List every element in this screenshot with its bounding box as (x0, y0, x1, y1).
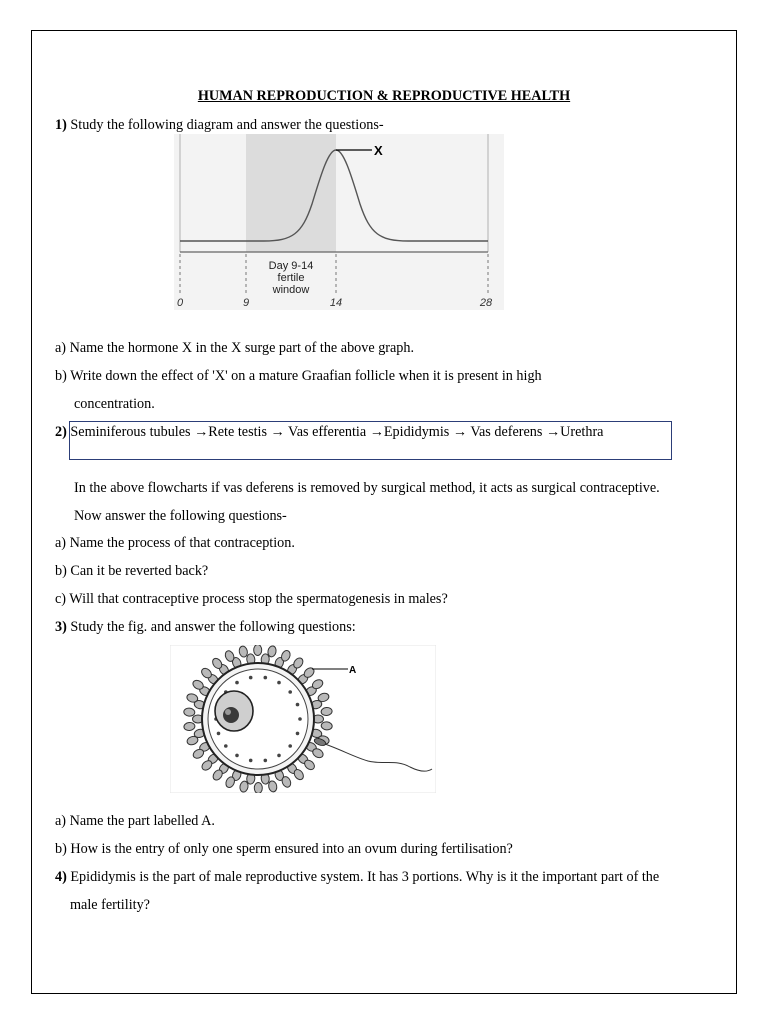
question-4-line1 (55, 868, 659, 886)
question-1b-line2: concentration. (74, 396, 155, 412)
question-2-intro1: In the above flowcharts if vas deferens is removed by surgical method, it acts as surgical contraceptive. (74, 480, 660, 496)
question-2-number: 2) (55, 424, 67, 440)
question-4-text: Epididymis is the part of male reproductive system. It has 3 portions. Why is it the important part of the (70, 869, 660, 885)
question-3-number: 3) (55, 619, 67, 635)
question-3-prompt (55, 618, 356, 636)
page-title: HUMAN REPRODUCTION & REPRODUCTIVE HEALTH (197, 88, 571, 104)
question-3-text: Study the fig. and answer the following questions: (70, 619, 356, 635)
label-a: A (349, 665, 357, 676)
question-2-intro2: Now answer the following questions- (74, 508, 287, 524)
question-2-flow (55, 423, 603, 441)
peak-label-x: X (374, 143, 383, 158)
tick-0: 0 (176, 297, 184, 309)
tick-28: 28 (479, 297, 493, 309)
fertile-window-shade (246, 134, 336, 252)
question-1a: a) Name the hormone X in the X surge part of the above graph. (55, 340, 415, 356)
question-2a: a) Name the process of that contraception. (55, 535, 295, 551)
question-1b-line1: b) Write down the effect of 'X' on a mature Graafian follicle when it is present in high (55, 368, 542, 384)
question-4-line2: male fertility? (70, 897, 150, 913)
question-1-number: 1) (55, 117, 67, 133)
window-label-line1: Day 9-14 (268, 260, 314, 272)
question-1-prompt (55, 116, 384, 134)
flowchart-text: Seminiferous tubules →Rete testis → Vas efferentia →Epididymis → Vas deferens →Urethra (70, 424, 604, 440)
question-1-text: Study the following diagram and answer the questions- (70, 117, 384, 133)
window-label-line3: window (272, 284, 310, 296)
ovum-figure (170, 645, 436, 793)
question-2b: b) Can it be reverted back? (55, 563, 209, 579)
tick-9: 9 (242, 297, 250, 309)
question-2c: c) Will that contraceptive process stop the spermatogenesis in males? (55, 591, 448, 607)
question-4-number: 4) (55, 869, 67, 885)
hormone-graph (174, 134, 504, 310)
tick-14: 14 (329, 297, 343, 309)
window-label-line2: fertile (277, 272, 305, 284)
question-3b: b) How is the entry of only one sperm ensured into an ovum during fertilisation? (55, 841, 513, 857)
question-3a: a) Name the part labelled A. (55, 813, 215, 829)
